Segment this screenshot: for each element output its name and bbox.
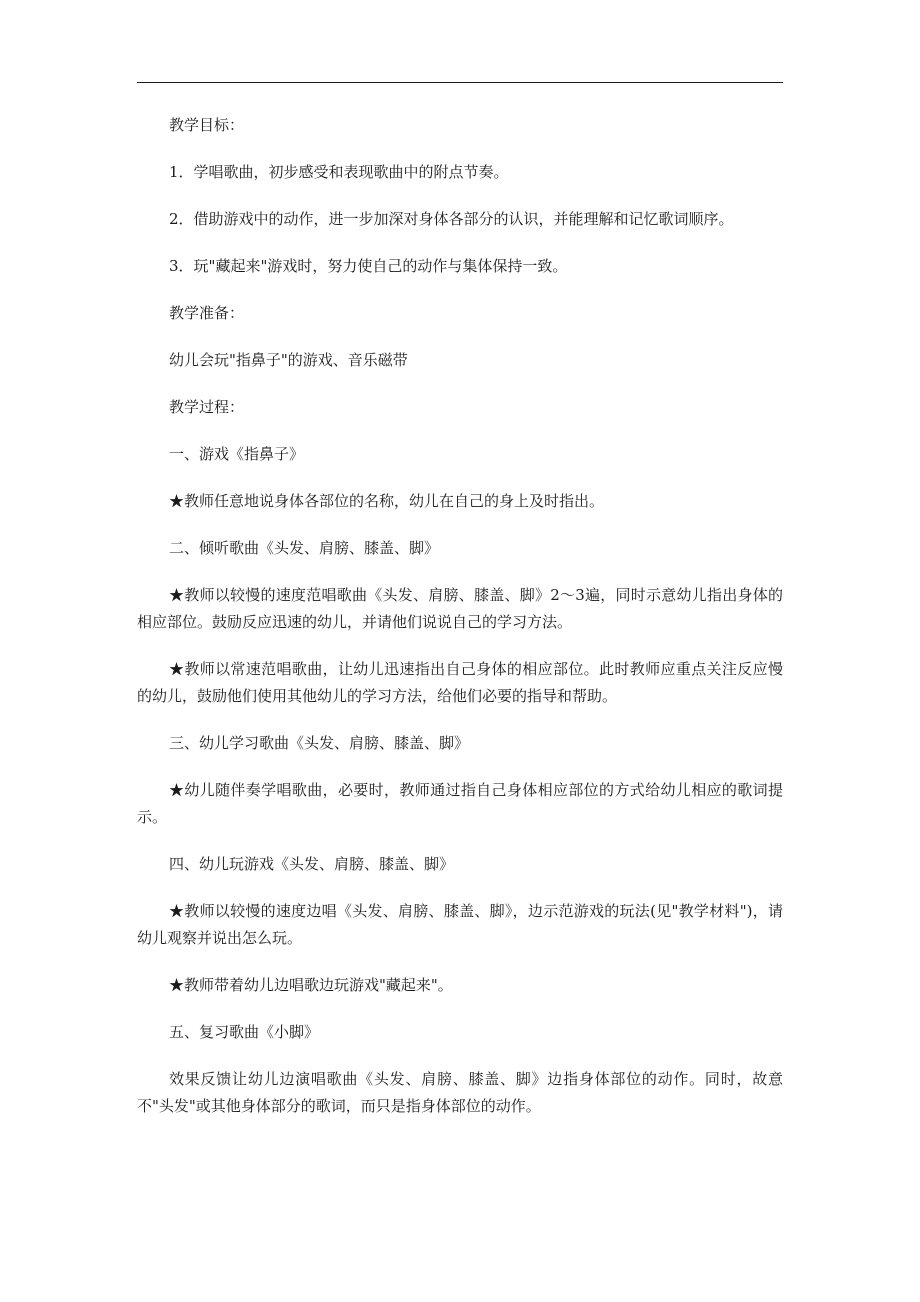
section-3-title: 三、幼儿学习歌曲《头发、肩膀、膝盖、脚》 bbox=[169, 734, 470, 752]
header-rule bbox=[137, 82, 783, 83]
section-1-item: ★教师任意地说身体各部位的名称，幼儿在自己的身上及时指出。 bbox=[169, 492, 605, 510]
goal-item-2: 2．借助游戏中的动作，进一步加深对身体各部分的认识，并能理解和记忆歌词顺序。 bbox=[169, 210, 734, 228]
section-5-title: 五、复习歌曲《小脚》 bbox=[169, 1023, 320, 1041]
section-2-item-2: ★教师以常速范唱歌曲，让幼儿迅速指出自己身体的相应部位。此时教师应重点关注反应慢的幼儿，鼓励他们使用其他幼儿的学习方法，给他们必要的指导和帮助。 bbox=[137, 660, 783, 705]
section-4-item-1: ★教师以较慢的速度边唱《头发、肩膀、膝盖、脚》，边示范游戏的玩法(见"教学材料")，请幼儿观察并说出怎么玩。 bbox=[137, 902, 783, 947]
heading-teaching-goals: 教学目标： bbox=[169, 116, 245, 134]
section-4-item-2: ★教师带着幼儿边唱歌边玩游戏"藏起来"。 bbox=[169, 976, 453, 994]
heading-teaching-process: 教学过程： bbox=[169, 398, 245, 416]
section-2-item-1: ★教师以较慢的速度范唱歌曲《头发、肩膀、膝盖、脚》2～3遍，同时示意幼儿指出身体的相应部位。鼓励反应迅速的幼儿，并请他们说说自己的学习方法。 bbox=[137, 586, 783, 631]
section-3-item: ★幼儿随伴奏学唱歌曲，必要时，教师通过指自己身体相应部位的方式给幼儿相应的歌词提示。 bbox=[137, 781, 783, 826]
preparation-text: 幼儿会玩"指鼻子"的游戏、音乐磁带 bbox=[169, 351, 408, 369]
document-body bbox=[137, 112, 783, 1140]
section-5-feedback: 效果反馈让幼儿边演唱歌曲《头发、肩膀、膝盖、脚》边指身体部位的动作。同时，故意不"头发"或其他身体部分的歌词，而只是指身体部位的动作。 bbox=[137, 1070, 783, 1115]
heading-teaching-preparation: 教学准备： bbox=[169, 304, 245, 322]
goal-item-1: 1．学唱歌曲，初步感受和表现歌曲中的附点节奏。 bbox=[169, 163, 509, 181]
section-1-title: 一、游戏《指鼻子》 bbox=[169, 445, 305, 463]
section-4-title: 四、幼儿玩游戏《头发、肩膀、膝盖、脚》 bbox=[169, 855, 455, 873]
goal-item-3: 3．玩"藏起来"游戏时，努力使自己的动作与集体保持一致。 bbox=[169, 257, 568, 275]
section-2-title: 二、倾听歌曲《头发、肩膀、膝盖、脚》 bbox=[169, 539, 440, 557]
